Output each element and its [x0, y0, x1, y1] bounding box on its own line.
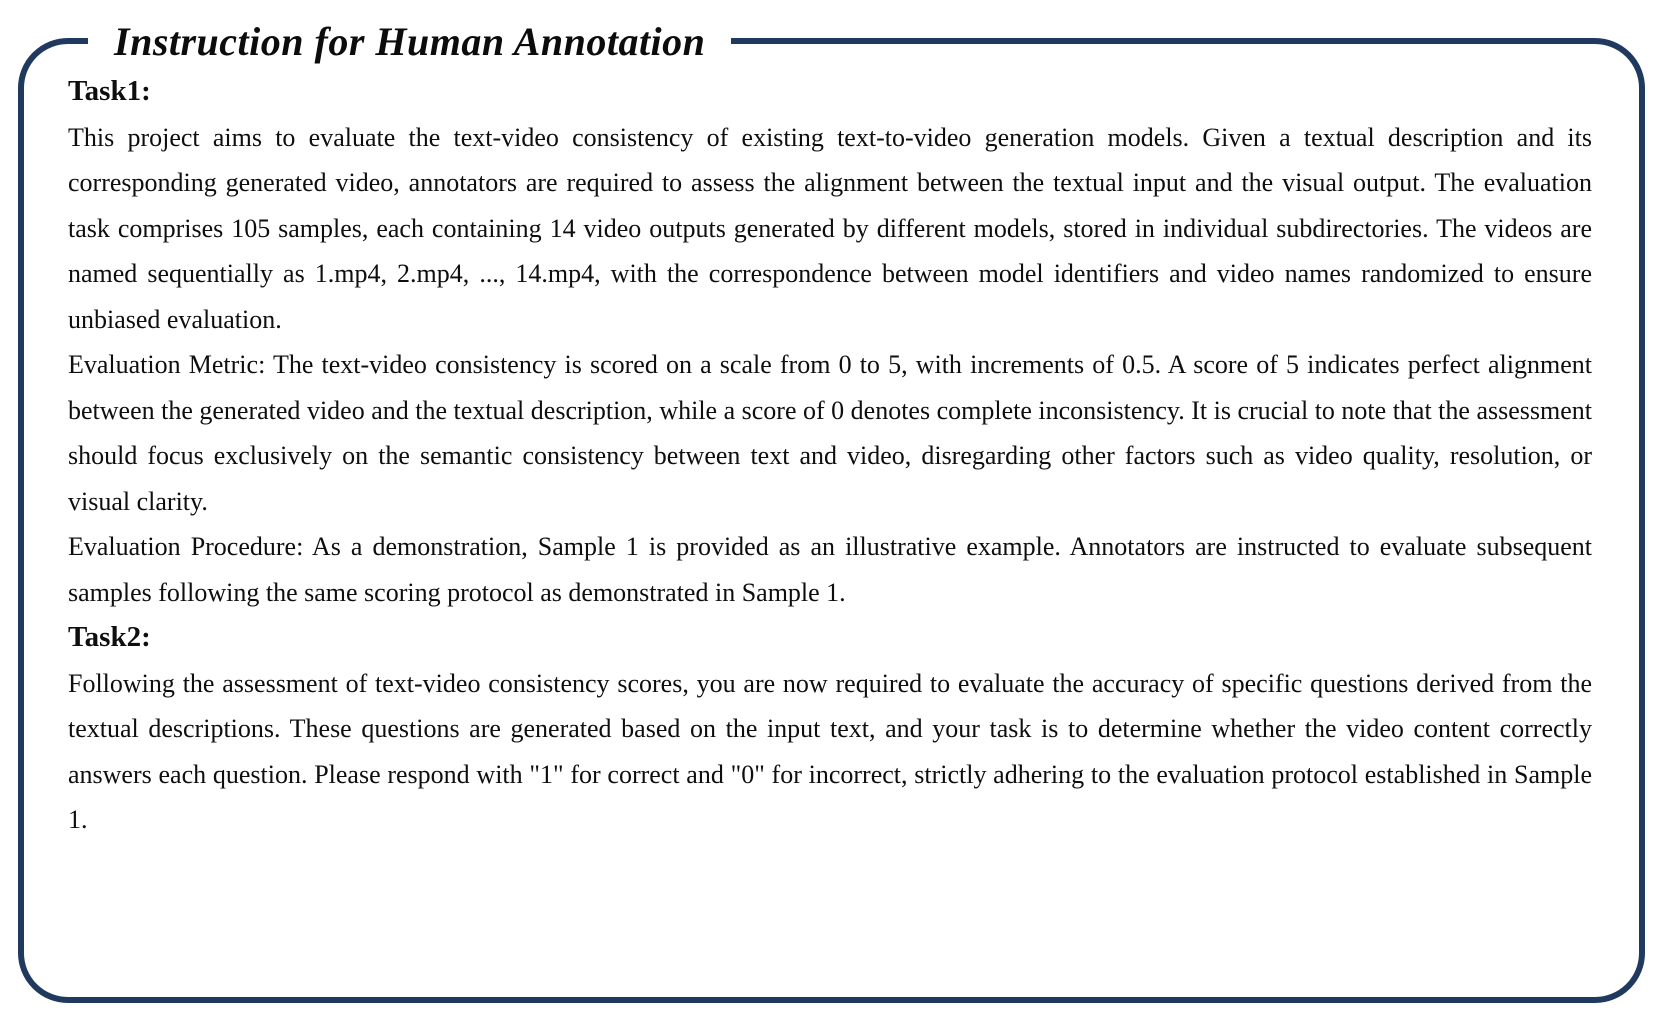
task1-section	[68, 69, 1592, 615]
task1-paragraph-overview: This project aims to evaluate the text-video consistency of existing text-to-video generation models. Given a textual description and its corresponding generated video, annotators are required to assess the alignment between the textual input and the visual output. The evaluation task comprises 105 samples, each containing 14 video outputs generated by different models, stored in individual subdirectories. The videos are named sequentially as 1.mp4, 2.mp4, ..., 14.mp4, with the correspondence between model identifiers and video names randomized to ensure unbiased evaluation.	[68, 122, 1592, 334]
task1-paragraph-evaluation-procedure: Evaluation Procedure: As a demonstration, Sample 1 is provided as an illustrative example. Annotators are instructed to evaluate subsequent samples following the same scoring protocol as demonstrated in Sample 1.	[68, 532, 1592, 607]
task2-heading: Task2:	[68, 621, 151, 653]
task2-section	[68, 615, 1592, 843]
instruction-content	[24, 44, 1639, 843]
task1-heading: Task1:	[68, 75, 151, 107]
task2-paragraph-overview: Following the assessment of text-video consistency scores, you are now required to evaluate the accuracy of specific questions derived from the textual descriptions. These questions are generated based on the input text, and your task is to determine whether the video content correctly answers each question. Please respond with "1" for correct and "0" for incorrect, strictly adhering to the evaluation protocol established in Sample 1.	[68, 668, 1592, 834]
task1-paragraph-evaluation-metric: Evaluation Metric: The text-video consistency is scored on a scale from 0 to 5, with increments of 0.5. A score of 5 indicates perfect alignment between the generated video and the textual description, while a score of 0 denotes complete inconsistency. It is crucial to note that the assessment should focus exclusively on the semantic consistency between text and video, disregarding other factors such as video quality, resolution, or visual clarity.	[68, 350, 1592, 516]
instruction-box	[18, 19, 1645, 1003]
page-title: Instruction for Human Annotation	[114, 19, 706, 64]
